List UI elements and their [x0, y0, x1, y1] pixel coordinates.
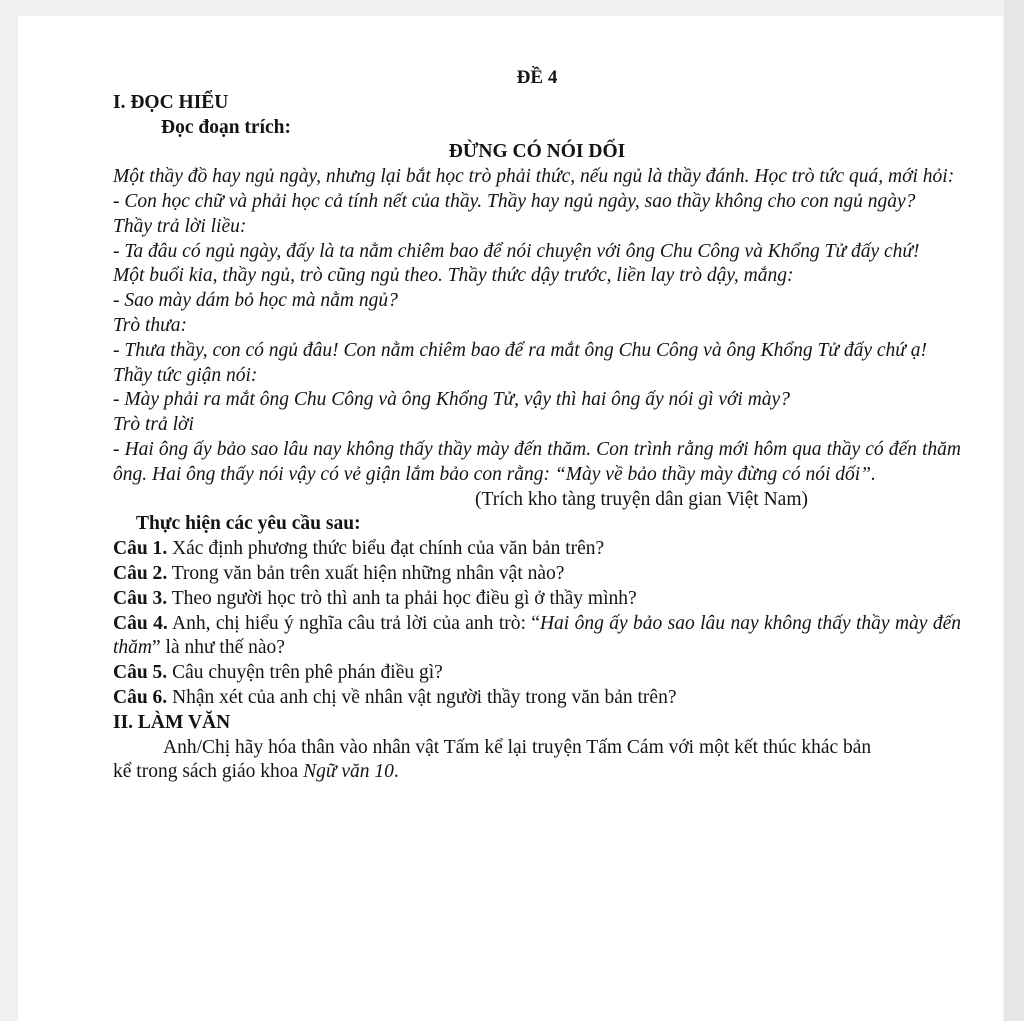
exam-document [113, 66, 961, 785]
section-writing-heading: II. LÀM VĂN [113, 711, 231, 733]
story-line: - Ta đâu có ngủ ngày, đấy là ta nằm chiêm bao để nói chuyện với ông Chu Công và Khổng Tử đấy chứ! [113, 240, 920, 262]
story-line: Một thầy đồ hay ngủ ngày, nhưng lại bắt học trò phải thức, nếu ngủ là thầy đánh. Học trò tức quá, mới hỏi: [113, 166, 955, 188]
story-line: - Thưa thầy, con có ngủ đâu! Con nằm chiêm bao để ra mắt ông Chu Công và ông Khổng Tử đấy chứ ạ! [113, 339, 928, 361]
question-text: Nhận xét của anh chị về nhân vật người thầy trong văn bản trên? [167, 686, 677, 708]
question-5 [113, 661, 961, 686]
question-text: Trong văn bản trên xuất hiện những nhân vật nào? [167, 562, 565, 584]
story-source: (Trích kho tàng truyện dân gian Việt Nam) [475, 488, 808, 510]
document-page [18, 16, 1003, 1021]
question-number-separator: . [162, 562, 168, 584]
question-1 [113, 537, 961, 562]
question-text: Câu chuyện trên phê phán điều gì? [167, 662, 443, 684]
question-text: Theo người học trò thì anh ta phải học điều gì ở thầy mình? [167, 587, 637, 609]
exam-title: ĐỀ 4 [516, 67, 558, 88]
story-line: Thầy tức giận nói: [113, 364, 258, 386]
story-line: - Hai ông ấy bảo sao lâu nay không thấy thầy mày đến thăm. Con trình rằng mới hôm qua thầy có đến thăm ông. Hai ông thấy nói vậy có vẻ giận lắm bảo con rằng: “Mày về bảo thầy mày đừng có nói dối”. [113, 438, 961, 485]
question-list [113, 537, 961, 711]
story-line: Trò thưa: [113, 314, 188, 336]
page-edge [1004, 0, 1024, 1021]
question-6 [113, 686, 961, 711]
essay-prompt-end: . [393, 761, 399, 783]
question-number-separator: . [162, 538, 168, 560]
question-3 [113, 587, 961, 612]
story-text [113, 165, 961, 487]
essay-prompt-line-1: Anh/Chị hãy hóa thân vào nhân vật Tấm kể lại truyện Tấm Cám với một kết thúc khác bản [163, 736, 872, 758]
story-line: Một buổi kia, thầy ngủ, trò cũng ngủ theo. Thầy thức dậy trước, liền lay trò dậy, mắng: [113, 265, 794, 287]
question-number: Câu 5. [113, 662, 168, 684]
story-line: - Sao mày dám bỏ học mà nằm ngủ? [113, 290, 398, 312]
question-number: Câu 3. [113, 587, 168, 609]
requirements-heading: Thực hiện các yêu cầu sau: [136, 513, 361, 535]
story-line: - Mày phải ra mắt ông Chu Công và ông Khổng Tử, vậy thì hai ông ấy nói gì với mày? [113, 389, 790, 411]
section-reading-heading: I. ĐỌC HIỂU [113, 91, 229, 113]
story-line: - Con học chữ và phải học cả tính nết của thầy. Thầy hay ngủ ngày, sao thầy không cho con ngủ ngày? [113, 190, 916, 212]
question-text: Xác định phương thức biểu đạt chính của văn bản trên? [167, 538, 605, 560]
question-number: Câu 1 [113, 538, 163, 560]
story-line: Thầy trả lời liều: [113, 215, 247, 237]
story-line: Trò trả lời [113, 414, 194, 436]
question-2 [113, 562, 961, 587]
question-4 [113, 612, 961, 662]
question-number: Câu 2 [113, 562, 163, 584]
story-title: ĐỪNG CÓ NÓI DỐI [448, 141, 626, 163]
question-number: Câu 4. [113, 612, 168, 634]
question-text: Anh, chị hiểu ý nghĩa câu trả lời của anh trò: “ [167, 612, 540, 634]
question-quote: Hai ông ấy bảo sao lâu nay không thấy thầy mày đến thăm [113, 612, 961, 659]
reading-instruction: Đọc đoạn trích: [161, 116, 291, 138]
essay-prompt-line-2 [113, 760, 961, 785]
question-number: Câu 6. [113, 686, 168, 708]
textbook-name: Ngữ văn 10 [303, 761, 394, 783]
question-text-end: ” là như thế nào? [152, 637, 285, 659]
essay-prompt-text: kể trong sách giáo khoa [113, 761, 304, 783]
